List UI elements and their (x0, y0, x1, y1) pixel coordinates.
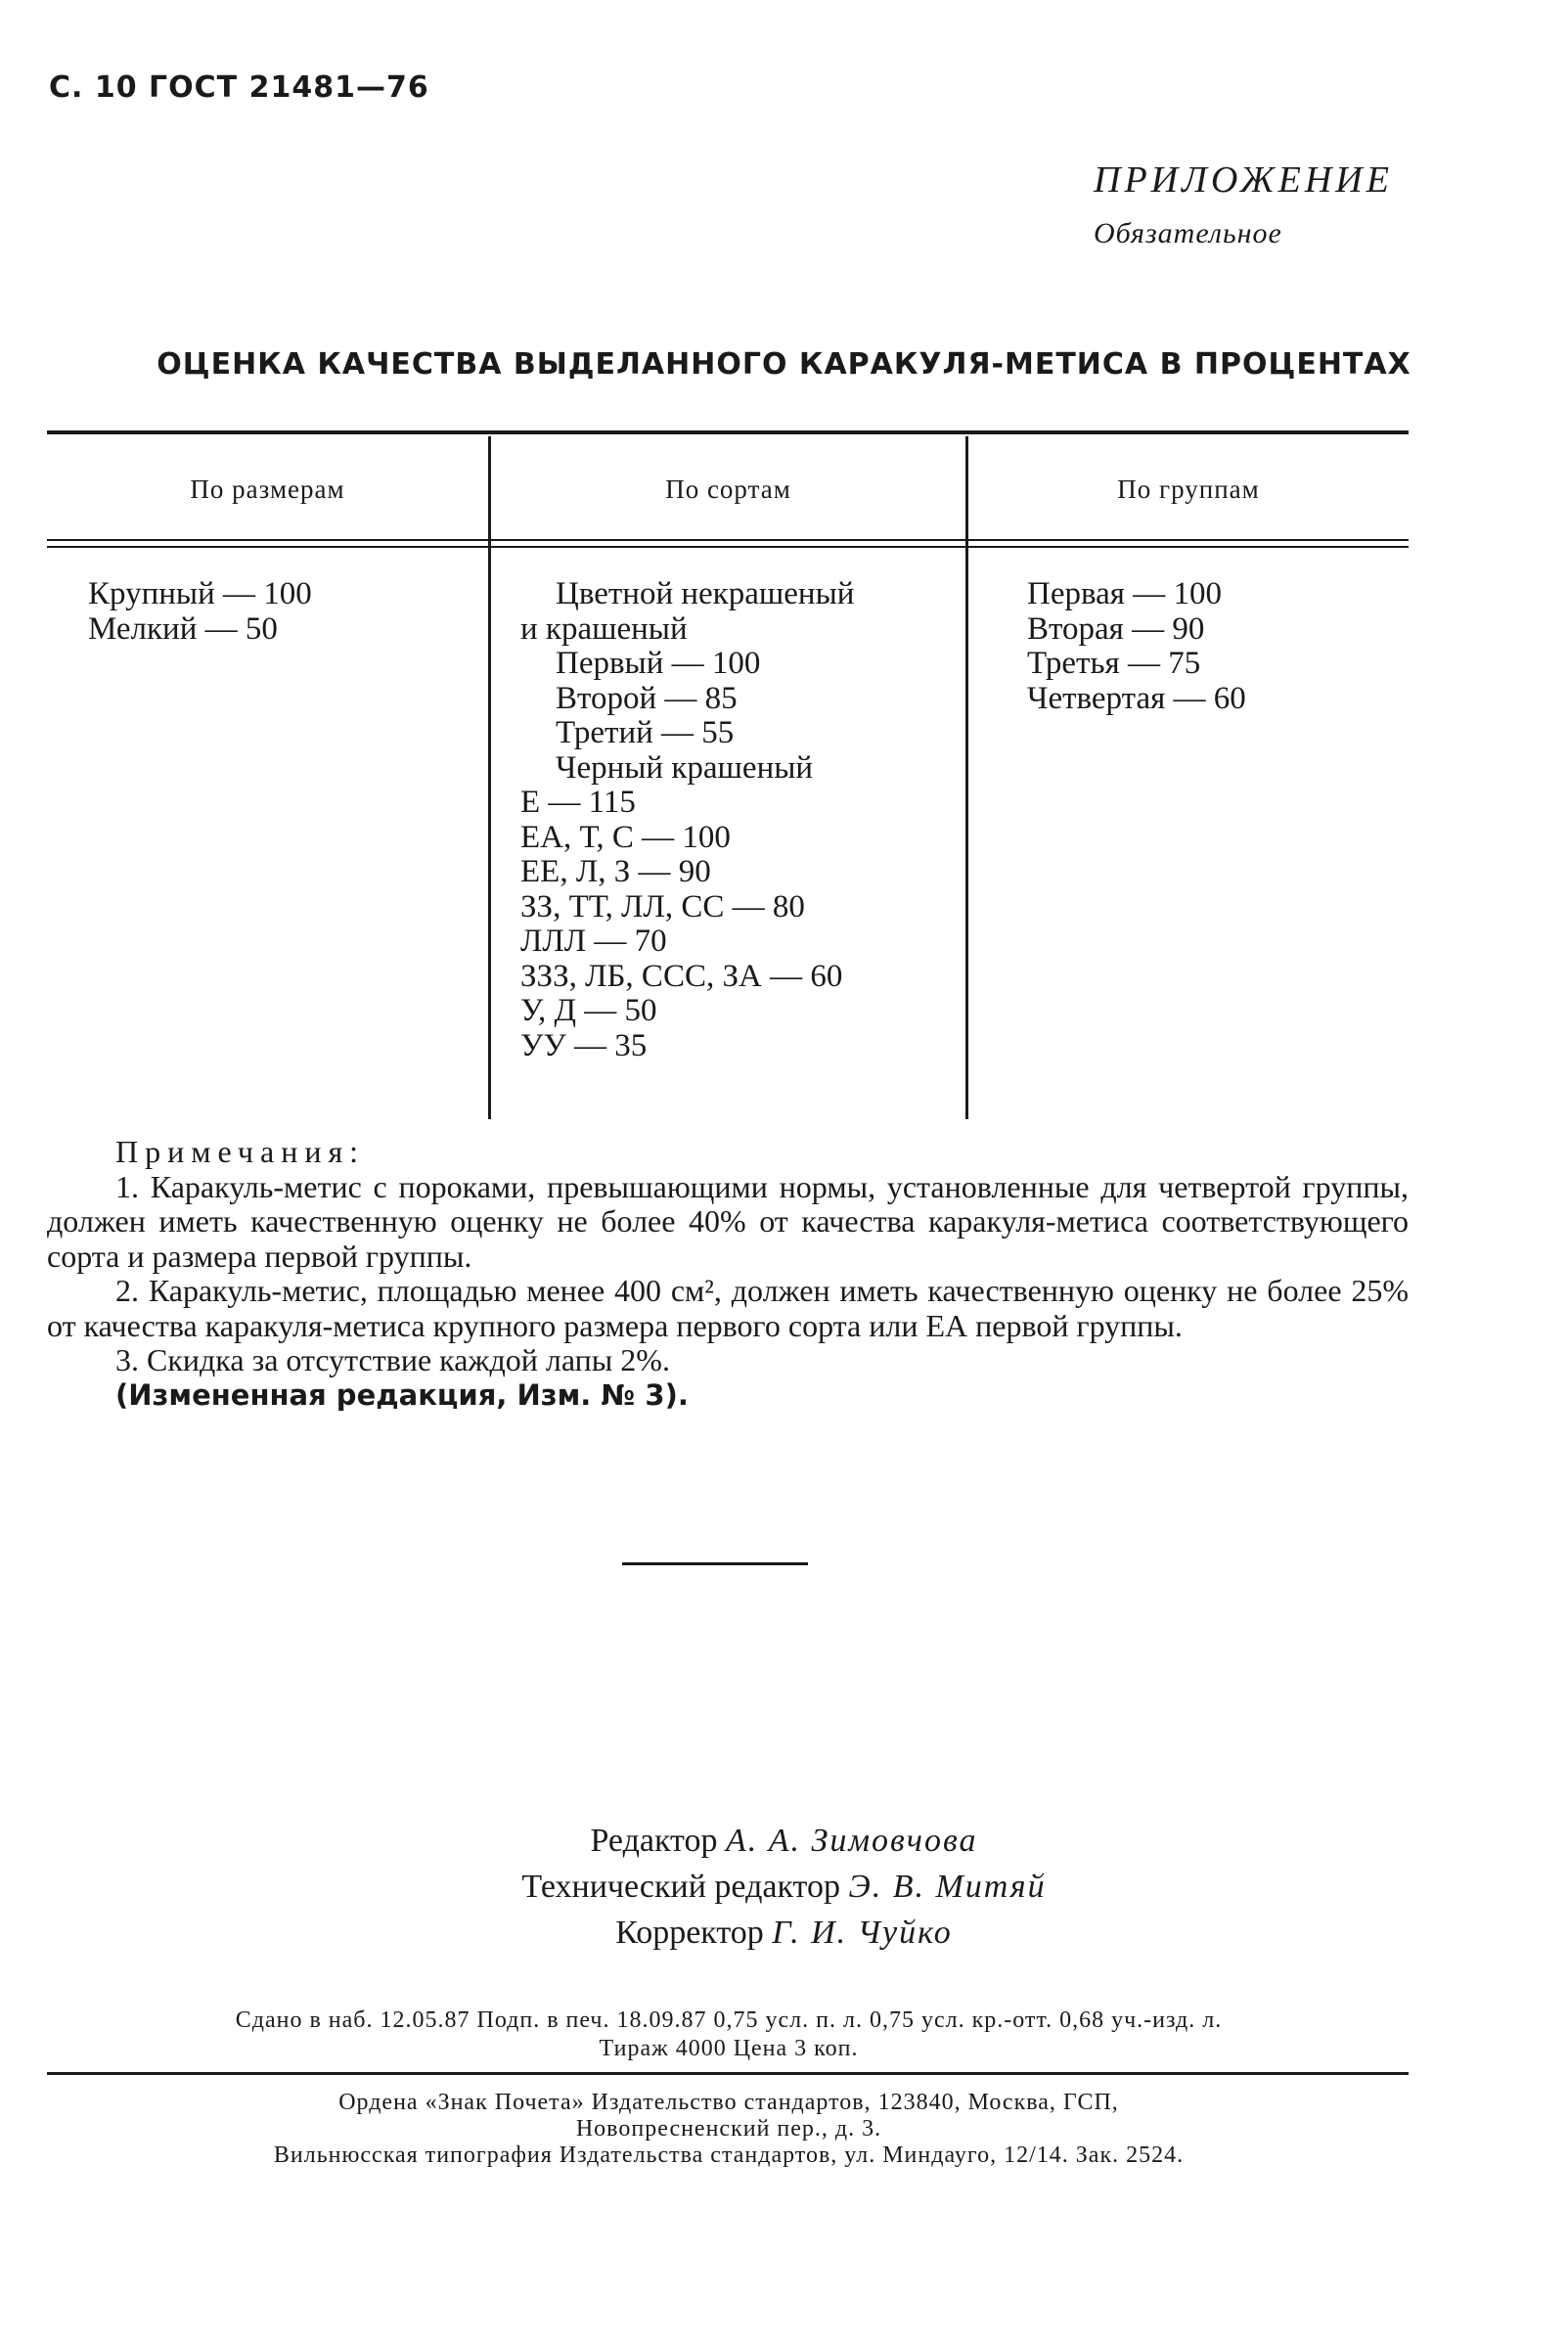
note-1: 1. Каракуль-метис с пороками, превышающими нормы, установленные для четвертой группы, должен иметь качественную оценку не более 40% от качества каракуля-метиса соответствующего сорта и размера первой группы. (47, 1168, 1409, 1274)
imprint-rule (47, 2072, 1409, 2075)
note-2: 2. Каракуль-метис, площадью менее 400 см², должен иметь качественную оценку не более 25% от качества каракуля-метиса крупного размера первого сорта или ЕА первой группы. (47, 1273, 1409, 1343)
group-third: Третья — 75 (1027, 646, 1201, 681)
table-column-divider-1 (488, 436, 491, 1119)
imprint-line-4: Новопресненский пер., д. 3. (575, 2116, 882, 2142)
section-divider (622, 1562, 808, 1565)
grades-column (520, 577, 854, 1063)
table-header-groups: По группам (1117, 474, 1260, 504)
credit-proofreader (0, 1910, 1568, 1956)
group-second: Вторая — 90 (1027, 610, 1205, 647)
credits-section (0, 1818, 1568, 1956)
grade-uu: УУ — 35 (520, 1027, 648, 1063)
sizes-column (88, 577, 312, 647)
credit-tech-editor-name: Э. В. Митяй (848, 1869, 1047, 1905)
document-title: ОЦЕНКА КАЧЕСТВА ВЫДЕЛАННОГО КАРАКУЛЯ-МЕТИСА В ПРОЦЕНТАХ (157, 347, 1411, 382)
credit-proofreader-role: Корректор (615, 1915, 764, 1951)
group-fourth: Четвертая — 60 (1027, 680, 1246, 716)
grade-lll: ЛЛЛ — 70 (520, 924, 667, 959)
grade-black-heading: Черный крашеный (556, 749, 814, 786)
imprint-line-2: Тираж 4000 Цена 3 коп. (599, 2036, 859, 2061)
amendment-note: (Измененная редакция, Изм. № 3). (115, 1377, 689, 1412)
imprint-line-5: Вильнюсская типография Издательства стандартов, ул. Миндауго, 12/14. Зак. 2524. (273, 2142, 1185, 2168)
grade-colored-heading: Цветной некрашеный (556, 576, 855, 611)
grade-zzz-lb-sss-za: ЗЗЗ, ЛБ, ССС, ЗА — 60 (520, 958, 843, 994)
table-header-grades: По сортам (665, 474, 791, 504)
page-header-code: С. 10 ГОСТ 21481—76 (49, 70, 429, 105)
table-top-rule (47, 430, 1409, 434)
grade-third: Третий — 55 (556, 715, 735, 750)
grade-ee-l-z: ЕЕ, Л, З — 90 (520, 854, 711, 889)
grade-colored-heading-cont: и крашеный (520, 610, 688, 647)
size-small: Мелкий — 50 (88, 610, 278, 647)
table-column-divider-2 (965, 436, 968, 1119)
credit-tech-editor (0, 1864, 1568, 1910)
appendix-title: ПРИЛОЖЕНИЕ (1094, 159, 1393, 201)
notes-heading: Примечания: (115, 1134, 366, 1169)
note-3: 3. Скидка за отсутствие каждой лапы 2%. (115, 1342, 670, 1377)
grade-first: Первый — 100 (556, 646, 761, 681)
notes-section (47, 1135, 1409, 1413)
credit-proofreader-name: Г. И. Чуйко (772, 1915, 953, 1951)
table-header-rule-1 (47, 539, 1409, 541)
appendix-subtitle: Обязательное (1094, 217, 1282, 249)
grade-ea-t-s: ЕА, Т, С — 100 (520, 819, 731, 855)
groups-column (1027, 577, 1246, 716)
imprint-line-3: Ордена «Знак Почета» Издательство стандартов, 123840, Москва, ГСП, (338, 2090, 1119, 2115)
credit-tech-editor-role: Технический редактор (521, 1869, 840, 1905)
grade-zz-tt-ll-ss: ЗЗ, ТТ, ЛЛ, СС — 80 (520, 888, 805, 924)
credit-editor-name: А. А. Зимовчова (725, 1823, 978, 1859)
credit-editor (0, 1818, 1568, 1864)
imprint-line-1: Сдано в наб. 12.05.87 Подп. в печ. 18.09.87 0,75 усл. п. л. 0,75 усл. кр.-отт. 0,68 уч.-изд. л. (235, 2007, 1223, 2033)
group-first: Первая — 100 (1027, 576, 1222, 611)
grade-e: Е — 115 (520, 785, 636, 820)
size-large: Крупный — 100 (88, 576, 312, 611)
grade-u-d: У, Д — 50 (520, 993, 657, 1028)
table-header-sizes: По размерам (190, 474, 345, 504)
grade-second: Второй — 85 (556, 680, 738, 716)
credit-editor-role: Редактор (590, 1823, 718, 1859)
table-header-rule-2 (47, 546, 1409, 548)
